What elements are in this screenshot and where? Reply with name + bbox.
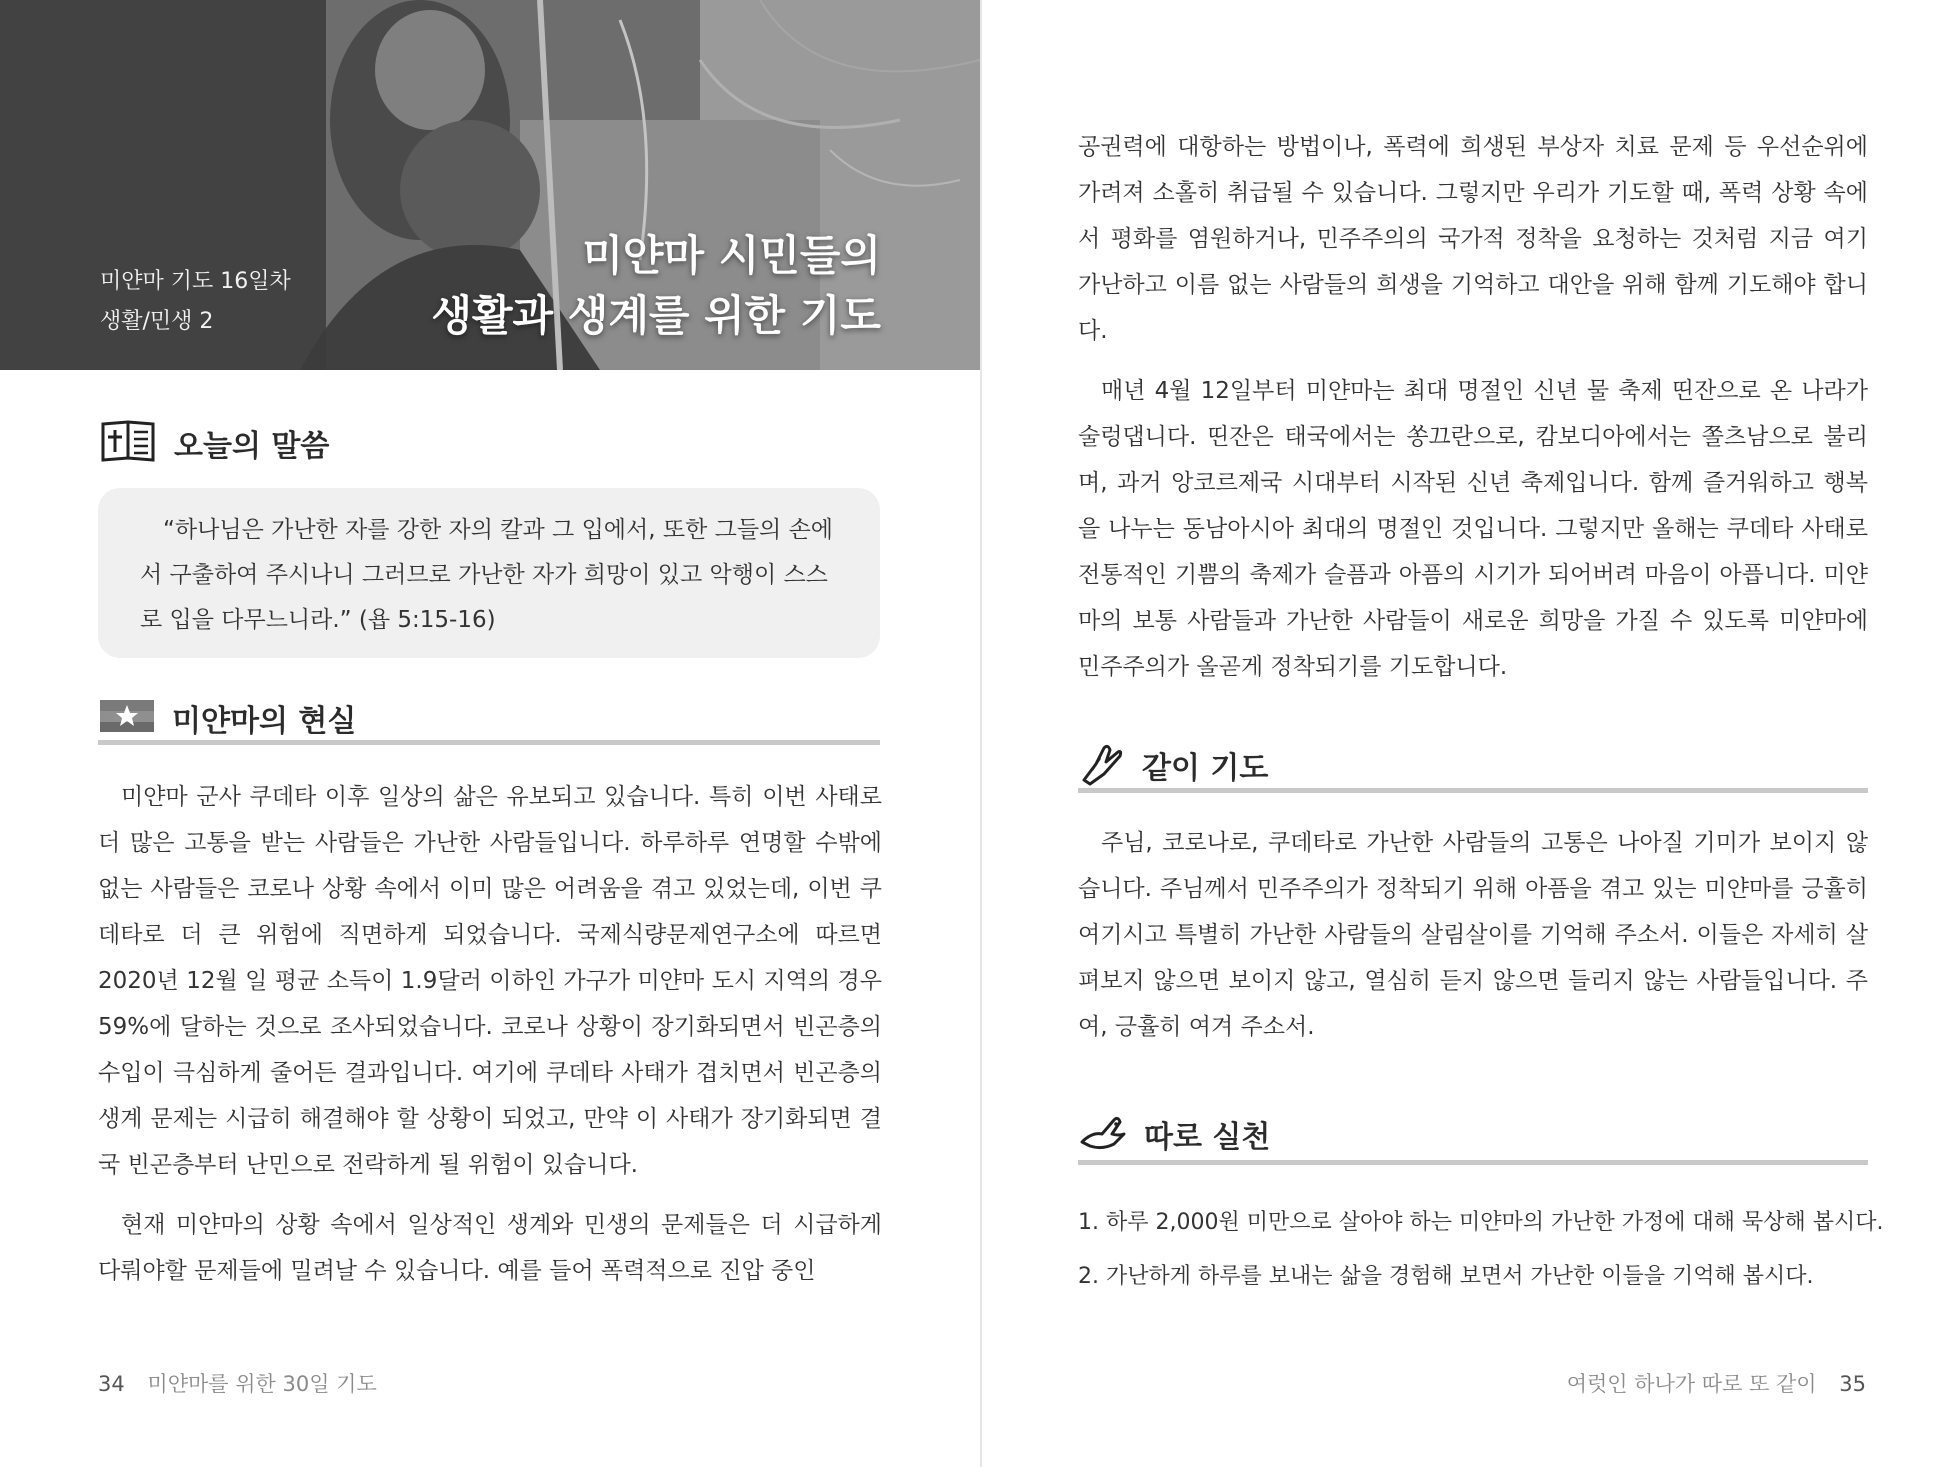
book-title: 미얀마를 위한 30일 기도 [147,1372,377,1396]
header-series [100,262,291,342]
practice-item: 1. 하루 2,000원 미만으로 살아야 하는 미얀마의 가난한 가정에 대해 묵상해 봅시다. [1078,1210,1884,1235]
section-divider [98,740,880,745]
book-subtitle: 여럿인 하나가 따로 또 같이 [1566,1372,1817,1396]
title-line-2: 생활과 생계를 위한 기도 [431,291,881,340]
section-title: 미얀마의 현실 [172,704,357,739]
verse-paragraph: “하나님은 가난한 자를 강한 자의 칼과 그 입에서, 또한 그들의 손에서 구출하여 주시나니 그러므로 가난한 자가 희망이 있고 악행이 스스로 입을 다무느니라.” (욥 5:15-16) [140,517,834,633]
section-title: 같이 기도 [1142,751,1269,786]
series-label: 미얀마 기도 16일차 [100,269,291,294]
left-footer [98,1368,377,1398]
reality-section-heading [100,696,356,740]
body-paragraph: 미얀마 군사 쿠데타 이후 일상의 삶은 유보되고 있습니다. 특히 이번 사태로 더 많은 고통을 받는 사람들은 가난한 사람들입니다. 하루하루 연명할 수밖에 없는 사람들은 코로나 상황 속에서 이미 많은 어려움을 겪고 있었는데, 이번 쿠데타로 더 큰 위험에 직면하게 되었습니다. 국제식량문제연구소에 따르면 2020년 12월 일 평균 소득이 1.9달러 이하인 가구가 미얀마 도시 지역의 경우 59%에 달하는 것으로 조사되었습니다. 코로나 상황이 장기화되면서 빈곤층의 수입이 극심하게 줄어든 결과입니다. 여기에 쿠데타 사태가 겹치면서 빈곤층의 생계 문제는 시급히 해결해야 할 상황이 되었고, 만약 이 사태가 장기화되면 결국 빈곤층부터 난민으로 전락하게 될 위험이 있습니다. [98,784,882,1178]
practice-list [1078,1196,1884,1304]
section-title: 따로 실천 [1144,1120,1271,1155]
right-footer [1567,1368,1866,1398]
practice-item: 2. 가난하게 하루를 보내는 삶을 경험해 보면서 가난한 이들을 기억해 봅시다. [1078,1264,1814,1289]
praying-hands-icon [1078,740,1124,790]
verse-text [140,508,850,643]
page-number: 35 [1839,1372,1866,1396]
prayer-paragraph: 주님, 코로나로, 쿠데타로 가난한 사람들의 고통은 나아질 기미가 보이지 않습니다. 주님께서 민주주의가 정착되기 위해 아픔을 겪고 있는 미얀마를 긍휼히 여기시고 특별히 가난한 사람들의 살림살이를 기억해 주소서. 이들은 자세히 살펴보지 않으면 보이지 않고, 열심히 듣지 않으면 들리지 않는 사람들입니다. 주여, 긍휼히 여겨 주소서. [1078,830,1868,1040]
prayer-section-heading [1078,740,1268,790]
body-paragraph: 공권력에 대항하는 방법이나, 폭력에 희생된 부상자 치료 문제 등 우선순위에 가려져 소홀히 취급될 수 있습니다. 그렇지만 우리가 기도할 때, 폭력 상황 속에서 평화를 염원하거나, 민주주의의 국가적 정착을 요청하는 것처럼 지금 여기 가난하고 이름 없는 사람들의 희생을 기억하고 대안을 위해 함께 기도해야 합니다. [1078,134,1868,344]
continued-body [1078,124,1868,704]
prayer-body [1078,820,1868,1064]
body-paragraph: 현재 미얀마의 상황 속에서 일상적인 생계와 민생의 문제들은 더 시급하게 다뤄야할 문제들에 밀려날 수 있습니다. 예를 들어 폭력적으로 진압 중인 [98,1212,882,1284]
reality-body [98,774,882,1308]
header-photo [0,0,981,370]
section-divider [1078,788,1868,793]
section-divider [1078,1160,1868,1165]
category-label: 생활/민생 2 [100,309,214,334]
page-title [431,226,881,346]
right-page [982,0,1956,1467]
page-number: 34 [98,1372,125,1396]
word-section-heading [100,418,329,468]
title-line-1: 미얀마 시민들의 [582,231,881,280]
practice-section-heading [1078,1112,1270,1156]
body-paragraph: 매년 4월 12일부터 미얀마는 최대 명절인 신년 물 축제 띤잔으로 온 나라가 술렁댑니다. 띤잔은 태국에서는 쏭끄란으로, 캄보디아에서는 쫄츠남으로 불리며, 과거 앙코르제국 시대부터 시작된 신년 축제입니다. 함께 즐거워하고 행복을 나누는 동남아시아 최대의 명절인 것입니다. 그렇지만 올해는 쿠데타 사태로 전통적인 기쁨의 축제가 슬픔과 아픔의 시기가 되어버려 마음이 아픕니다. 미얀마의 보통 사람들과 가난한 사람들이 새로운 희망을 가질 수 있도록 미얀마에 민주주의가 올곧게 정착되기를 기도합니다. [1078,378,1868,680]
dove-icon [1078,1112,1126,1156]
section-title: 오늘의 말씀 [174,429,330,464]
myanmar-flag-icon [100,700,154,736]
bible-icon [100,418,156,468]
